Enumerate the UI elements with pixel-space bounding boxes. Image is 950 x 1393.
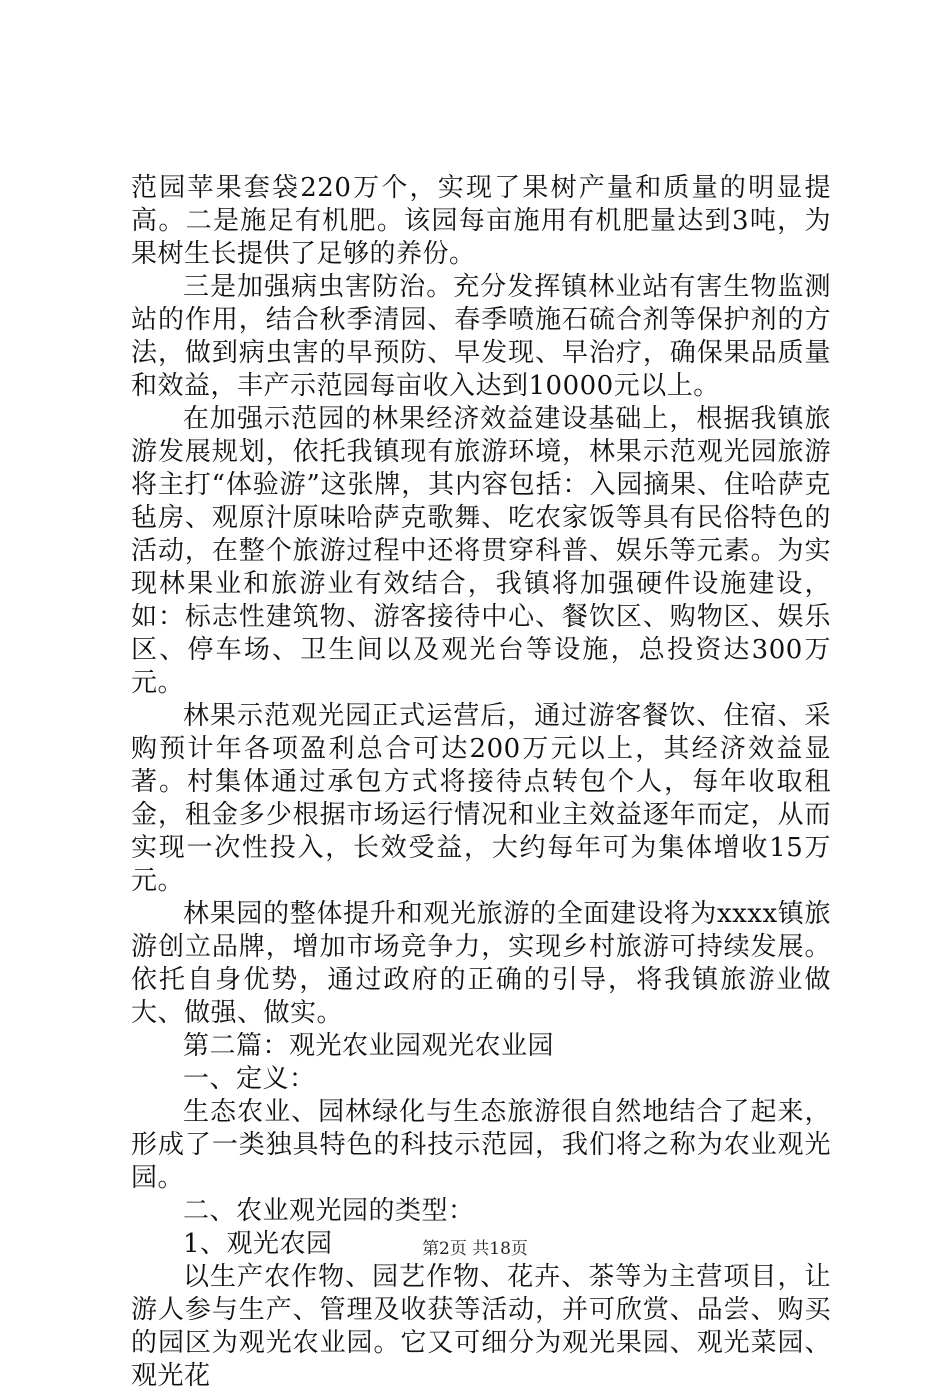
paragraph-tourism-plan: 在加强示范园的林果经济效益建设基础上，根据我镇旅游发展规划，依托我镇现有旅游环境，林果示范观光园旅游将主打“体验游”这张牌，其内容包括：入园摘果、住哈萨克毡房、观原汁原味哈萨克歌舞、吃农家饭等具有民俗特色的活动，在整个旅游过程中还将贯穿科普、娱乐等元素。为实现林果业和旅游业有效结合，我镇将加强硬件设施建设，如：标志性建筑物、游客接待中心、餐饮区、购物区、娱乐区、停车场、卫生间以及观光台等设施，总投资达300万元。 xyxy=(131,404,831,698)
paragraph-definition: 生态农业、园林绿化与生态旅游很自然地结合了起来，形成了一类独具特色的科技示范园，我们将之称为农业观光园。 xyxy=(131,1097,831,1193)
heading-types: 二、农业观光园的类型： xyxy=(183,1196,475,1226)
heading-sightseeing-farm: 1、观光农园 xyxy=(183,1229,333,1259)
section-heading-part-two: 第二篇：观光农业园观光农业园 xyxy=(183,1031,555,1061)
paragraph-pest-control: 三是加强病虫害防治。充分发挥镇林业站有害生物监测站的作用，结合秋季清园、春季喷施石硫合剂等保护剂的方法，做到病虫害的早预防、早发现、早治疗，确保果品质量和效益，丰产示范园每亩收入达到10000元以上。 xyxy=(131,272,831,401)
paragraph-sightseeing-farm: 以生产农作物、园艺作物、花卉、茶等为主营项目，让游人参与生产、管理及收获等活动，并可欣赏、品尝、购买的园区为观光农业园。它又可细分为观光果园、观光菜园、观光花 xyxy=(131,1262,831,1391)
heading-definition: 一、定义： xyxy=(183,1064,316,1094)
paragraph-brand-building: 林果园的整体提升和观光旅游的全面建设将为xxxx镇旅游创立品牌，增加市场竞争力，实现乡村旅游可持续发展。依托自身优势，通过政府的正确的引导，将我镇旅游业做大、做强、做实。 xyxy=(131,899,831,1028)
document-body xyxy=(131,172,831,1393)
paragraph-economic-benefit: 林果示范观光园正式运营后，通过游客餐饮、住宿、采购预计年各项盈利总合可达200万元以上，其经济效益显著。村集体通过承包方式将接待点转包个人，每年收取租金，租金多少根据市场运行情况和业主效益逐年而定，从而实现一次性投入，长效受益，大约每年可为集体增收15万元。 xyxy=(131,701,831,896)
page-number-footer: 第2页 共18页 xyxy=(422,1239,528,1259)
paragraph-continuation: 范园苹果套袋220万个，实现了果树产量和质量的明显提高。二是施足有机肥。该园每亩施用有机肥量达到3吨，为果树生长提供了足够的养份。 xyxy=(131,173,831,269)
